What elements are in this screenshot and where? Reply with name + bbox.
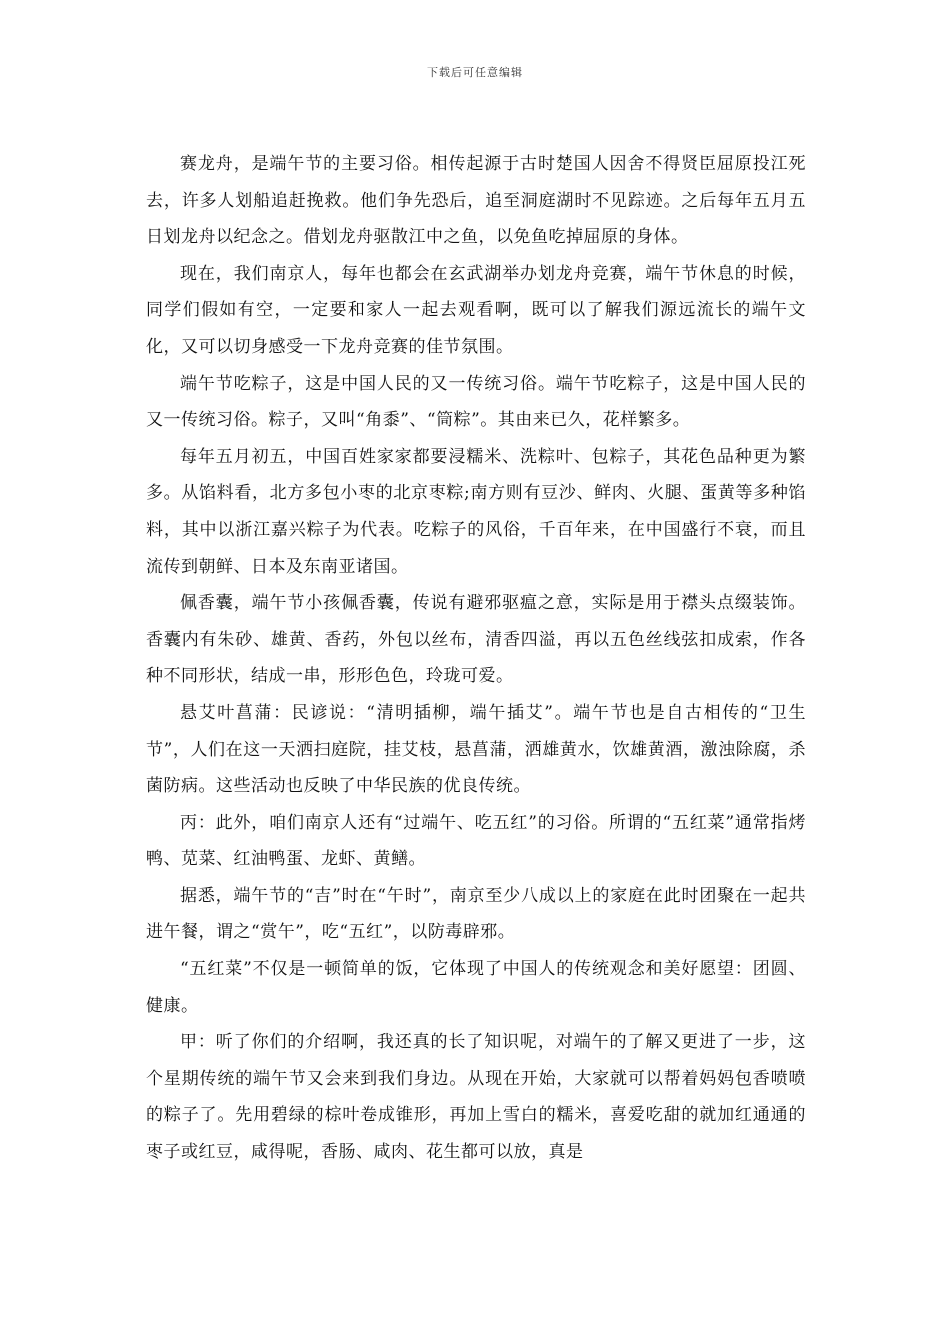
paragraph-five-red: 丙：此外，咱们南京人还有“过端午、吃五红”的习俗。所谓的“五红菜”通常指烤鸭、苋菜、红油鸭蛋、龙虾、黄鳝。 — [146, 812, 806, 870]
paragraph-mugwort: 悬艾叶菖蒲：民谚说：“清明插柳，端午插艾”。端午节也是自古相传的“卫生节”，人们在这一天洒扫庭院，挂艾枝，悬菖蒲，洒雄黄水，饮雄黄酒，激浊除腐，杀菌防病。这些活动也反映了中华民族的优良传统。 — [146, 702, 806, 797]
paragraph-dragon-boat: 赛龙舟，是端午节的主要习俗。相传起源于古时楚国人因舍不得贤臣屈原投江死去，许多人划船追赶挽救。他们争先恐后，追至洞庭湖时不见踪迹。之后每年五月五日划龙舟以纪念之。借划龙舟驱散江中之鱼，以免鱼吃掉屈原的身体。 — [146, 154, 806, 248]
paragraph-noon-meal: 据悉，端午节的“吉”时在“午时”，南京至少八成以上的家庭在此时团聚在一起共进午餐，谓之“赏午”，吃“五红”，以防毒辟邪。 — [146, 885, 806, 943]
document-body — [146, 146, 806, 1171]
paragraph-closing: 甲：听了你们的介绍啊，我还真的长了知识呢，对端午的了解又更进了一步，这个星期传统的端午节又会来到我们身边。从现在开始，大家就可以帮着妈妈包香喷喷的粽子了。先用碧绿的棕叶卷成锥形，再加上雪白的糯米，喜爱吃甜的就加红通通的枣子或红豆，咸得呢，香肠、咸肉、花生都可以放，真是 — [146, 1032, 806, 1163]
header-note: 下载后可任意编辑 — [427, 66, 523, 79]
paragraph-zongzi-fillings: 每年五月初五，中国百姓家家都要浸糯米、洗粽叶、包粽子，其花色品种更为繁多。从馅料看，北方多包小枣的北京枣粽;南方则有豆沙、鲜肉、火腿、蛋黄等多种馅料，其中以浙江嘉兴粽子为代表。吃粽子的风俗，千百年来，在中国盛行不衰，而且流传到朝鲜、日本及东南亚诸国。 — [146, 446, 806, 577]
paragraph-zongzi-intro: 端午节吃粽子，这是中国人民的又一传统习俗。端午节吃粽子，这是中国人民的又一传统习俗。粽子，又叫“角黍”、“筒粽”。其由来已久，花样繁多。 — [146, 373, 806, 431]
paragraph-nanjing-race: 现在，我们南京人，每年也都会在玄武湖举办划龙舟竞赛，端午节休息的时候，同学们假如有空，一定要和家人一起去观看啊，既可以了解我们源远流长的端午文化，又可以切身感受一下龙舟竞赛的佳节氛围。 — [146, 263, 806, 357]
paragraph-sachet: 佩香囊，端午节小孩佩香囊，传说有避邪驱瘟之意，实际是用于襟头点缀装饰。香囊内有朱砂、雄黄、香药，外包以丝布，清香四溢，再以五色丝线弦扣成索，作各种不同形状，结成一串，形形色色，玲珑可爱。 — [146, 593, 806, 687]
paragraph-five-red-meaning: “五红菜”不仅是一顿简单的饭，它体现了中国人的传统观念和美好愿望：团圆、健康。 — [146, 959, 806, 1016]
